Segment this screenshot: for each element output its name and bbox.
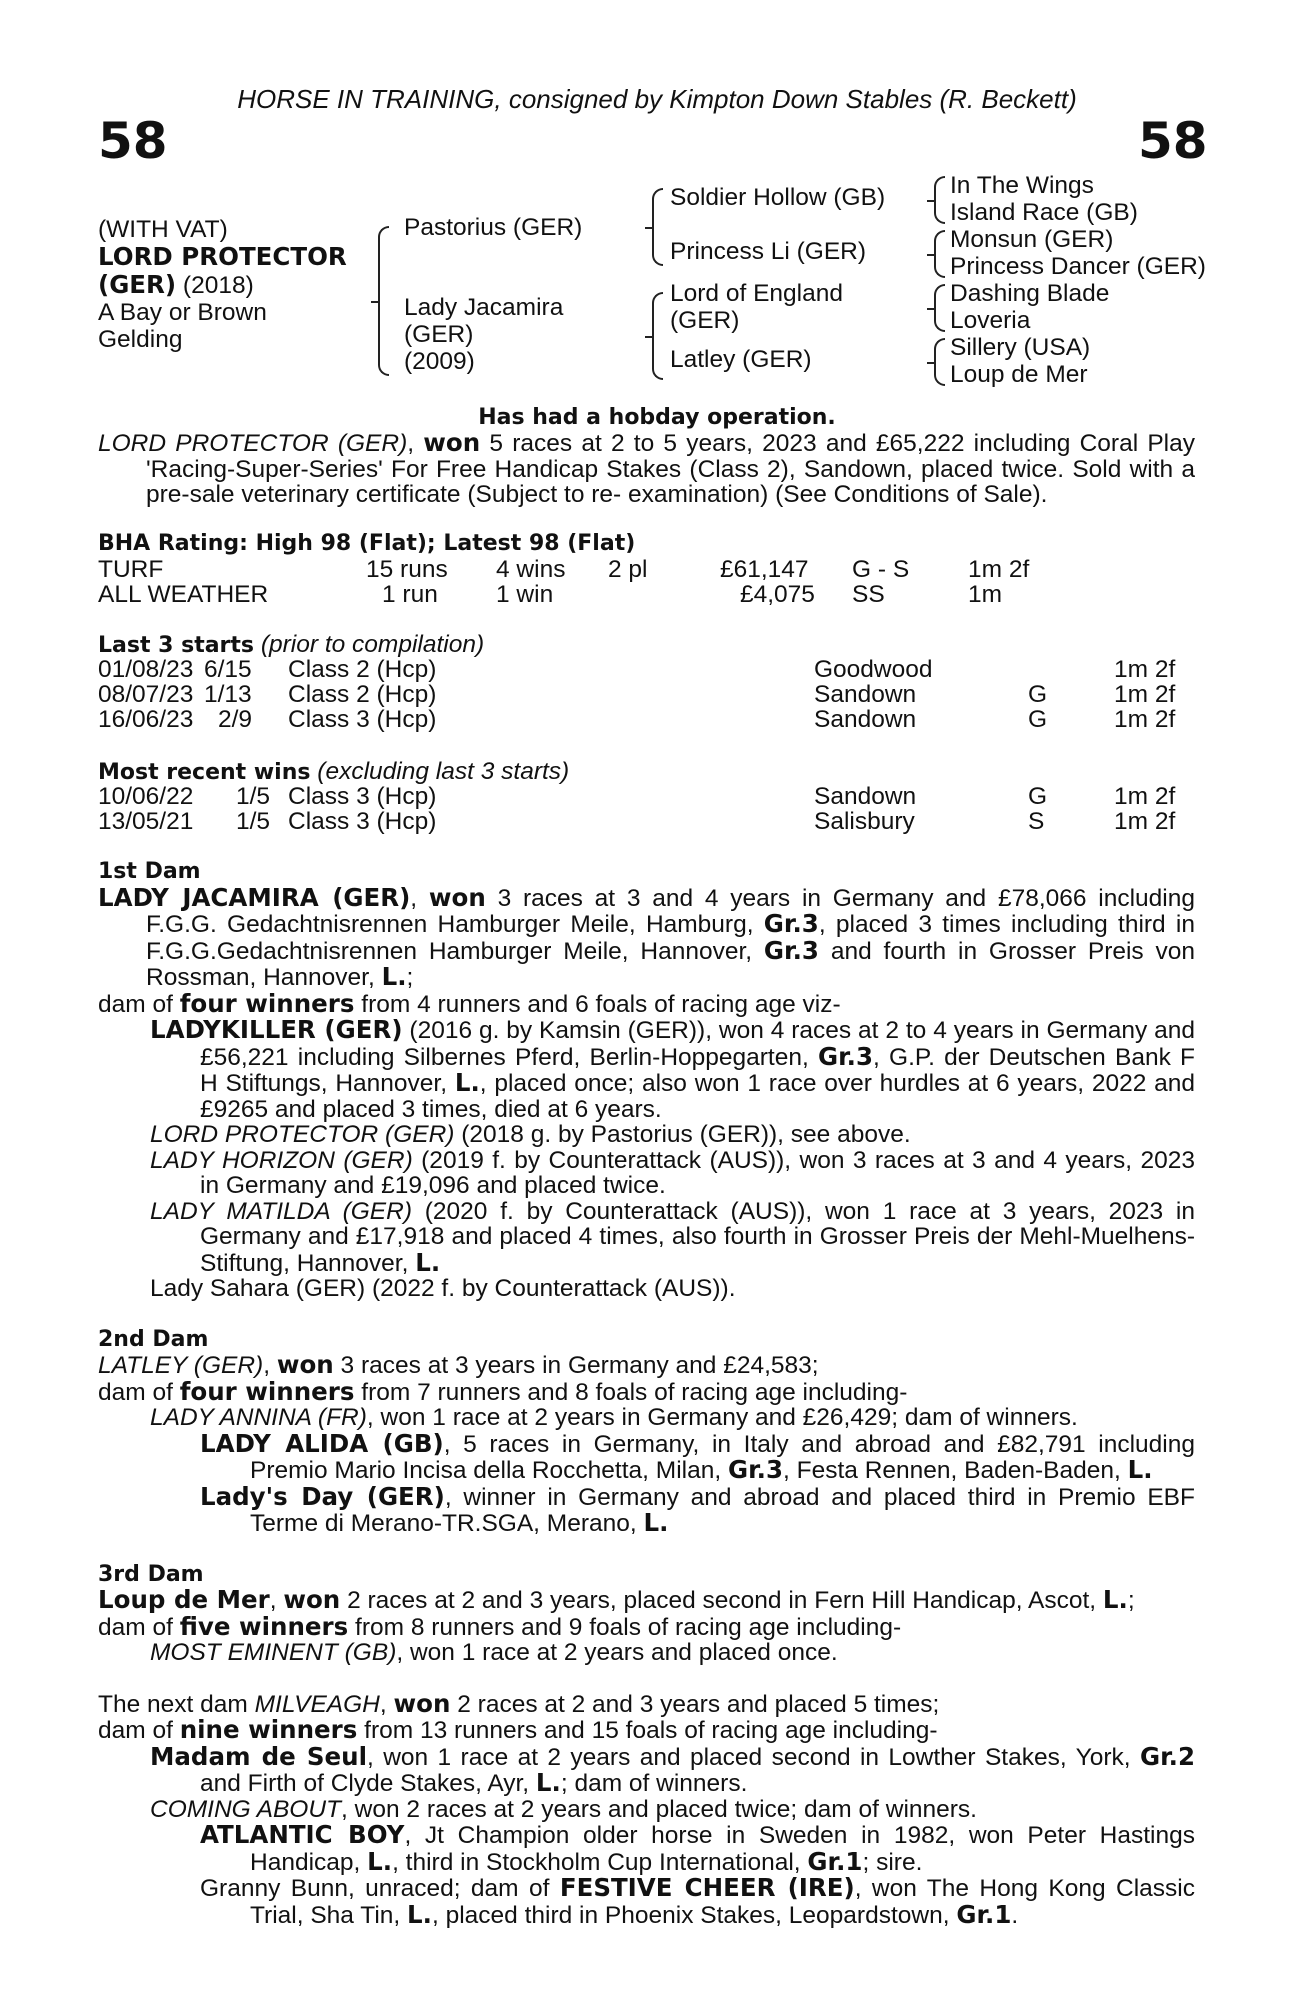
hobday-note: Has had a hobday operation.: [478, 405, 836, 430]
pedigree-sire: Pastorius (GER): [404, 214, 583, 241]
pedigree-brace-sireline: [652, 188, 663, 266]
pedigree-horse: [98, 216, 347, 353]
pedigree-dam-dam: Latley (GER): [670, 346, 812, 373]
produce-ladykiller: LADYKILLER (GER) (2016 g. by Kamsin (GER)), won 4 races at 2 to 4 years in Germany and £56,221 including Silbernes Pferd, Berlin-Hoppegarten, Gr.3, G.P. der Deutschen Bank F H Stiftungs, Hannover, L., placed once; also won 1 race over hurdles at 6 years, 2022 and £9265 and placed 3 times, died at 6 years.: [150, 1015, 1195, 1123]
produce-ladys-day: Lady's Day (GER), winner in Germany and abroad and placed third in Premio EBF Terme di Merano-TR.SGA, Merano, L.: [200, 1481, 1195, 1537]
horse-name: LORD PROTECTOR: [98, 242, 347, 271]
produce-lady-annina: LADY ANNINA (FR), won 1 race at 2 years in Germany and £26,429; dam of winners.: [150, 1404, 1078, 1431]
third-dam-entry: Loup de Mer, won 2 races at 2 and 3 years, placed second in Fern Hill Handicap, Ascot, L.;: [98, 1585, 1135, 1614]
horse-sex: Gelding: [98, 326, 183, 353]
pedigree-brace-parents: [378, 226, 389, 376]
produce-coming-about: COMING ABOUT, won 2 races at 2 years and placed twice; dam of winners.: [150, 1795, 977, 1823]
intro-paragraph: LORD PROTECTOR (GER), won 5 races at 2 to 5 years, 2023 and £65,222 including Coral Play 'Racing-Super-Series' For Free Handicap Stakes (Class 2), Sandown, placed twice. Sold with a pre-sale veterinary certificate (Subject to re- examination) (See Conditions of Sale).: [98, 428, 1195, 508]
produce-lady-sahara: Lady Sahara (GER) (2022 f. by Counterattack (AUS)).: [150, 1275, 736, 1302]
pedigree-ggp-1: In The Wings Island Race (GB): [950, 172, 1138, 226]
produce-granny-bunn: Granny Bunn, unraced; dam of FESTIVE CHEER (IRE), won The Hong Kong Classic Trial, Sha Tin, L., placed third in Phoenix Stakes, Leopardstown, Gr.1.: [200, 1873, 1195, 1929]
pedigree-brace-2: [934, 230, 945, 278]
first-dam-produce: dam of four winners from 4 runners and 6 foals of racing age viz-: [98, 988, 841, 1018]
pedigree-sire-dam: Princess Li (GER): [670, 238, 867, 265]
second-dam-heading: 2nd Dam: [98, 1326, 209, 1352]
pedigree-brace-4: [934, 338, 945, 386]
horse-country: (GER): [98, 270, 177, 299]
pedigree-brace-damline: [652, 292, 663, 380]
next-dam-entry: The next dam MILVEAGH, won 2 races at 2 and 3 years and placed 5 times;: [98, 1688, 940, 1718]
horse-colour: A Bay or Brown: [98, 299, 267, 326]
vat-note: (WITH VAT): [98, 216, 228, 243]
next-dam-produce: dam of nine winners from 13 runners and 15 foals of racing age including-: [98, 1715, 938, 1744]
produce-madam-de-seul: Madam de Seul, won 1 race at 2 years and placed second in Lowther Stakes, York, Gr.2 and Firth of Clyde Stakes, Ayr, L.; dam of winners.: [150, 1741, 1196, 1797]
first-dam-heading: 1st Dam: [98, 859, 201, 884]
produce-lady-matilda: LADY MATILDA (GER) (2020 f. by Counterattack (AUS)), won 1 race at 3 years, 2023 in Germany and £17,918 and placed 4 times, also fourth in Grosser Preis der Mehl-Muelhens-Stiftung, Hannover, L.: [150, 1197, 1195, 1277]
pedigree-brace-1: [934, 176, 945, 224]
third-dam-produce: dam of five winners from 8 runners and 9 foals of racing age including-: [98, 1611, 902, 1641]
produce-lady-horizon: LADY HORIZON (GER) (2019 f. by Counterattack (AUS)), won 3 races at 3 and 4 years, 2023 in Germany and £19,096 and placed twice.: [150, 1146, 1195, 1199]
pedigree-brace-3: [934, 284, 945, 332]
horse-year: (2018): [182, 272, 254, 299]
third-dam-heading: 3rd Dam: [98, 1561, 204, 1587]
second-dam-produce: dam of four winners from 7 runners and 8 foals of racing age including-: [98, 1376, 908, 1406]
produce-atlantic-boy: ATLANTIC BOY, Jt Champion older horse in Sweden in 1982, won Peter Hastings Handicap, L., third in Stockholm Cup International, Gr.1; sire.: [200, 1820, 1195, 1876]
produce-lord-protector: LORD PROTECTOR (GER) (2018 g. by Pastorius (GER)), see above.: [150, 1121, 911, 1148]
pedigree-ggp-3: Dashing Blade Loveria: [950, 280, 1110, 334]
bha-rating-heading: BHA Rating: High 98 (Flat); Latest 98 (Flat): [98, 531, 636, 556]
pedigree-dam-sire: Lord of England (GER): [670, 280, 843, 334]
dam-section: [98, 859, 1195, 1928]
pedigree-sire-sire: Soldier Hollow (GB): [670, 184, 886, 211]
recent-wins-heading: Most recent wins (excluding last 3 starts): [98, 758, 570, 785]
catalogue-page: HORSE IN TRAINING, consigned by Kimpton Down Stables (R. Beckett) 58 58 (WITH VAT) LORD PROTECTOR (GER) (2018) A Bay or Brown Gelding Pastorius (GER) Lady Jacamira (GER) (2009) Soldier Hollow (GB) Princess Li (GER) Lord of England (GER) Latley (GER) In The Wings Island Race (GB) Monsun (GER) Princess Dancer (GER) Dashing Blade Loveria Sillery (USA) Loup de Mer Has had a hobday operation. LORD PROTECTOR (GER), won 5 races at 2 to 5 years, 2023 and £65,222 including Coral Play 'Racing-Super-Series' For Free Handicap Stakes (Class 2), Sandown, placed twice. Sold with a pre-sale veterinary certificate (Subject to re- examination) (See Conditions of Sale). BHA Rating: High 98 (Flat); Latest 98 (Flat) TURF 15 runs 4 wins 2 pl £61,147 G - S 1m 2f ALL WEATHER 1 run 1 win £4,075 SS 1m Last 3 starts (prior to compilation) 01/08/23 6/15 Class 2 (Hcp) Goodwood 1m 2f 08/07/23 1/13 Class 2 (Hcp) Sandown G 1m 2f 16/06/23 2/9 Class 3 (Hcp) Sandown G 1m 2f Most recent wins (excluding last 3 starts) 10/06/22 1/5 Class 3 (Hcp) Sandown G 1m 2f 13/05/21 1/5 Class 3 (Hcp) Salisbury S 1m 2f 1st Dam LADY JACAMIRA (GER), won 3 races at 3 and 4 years in Germany and £78,066 including F.G.G. Gedachtnisrennen Hamburger Meile, Hamburg, Gr.3, placed 3 times including third in F.G.G.Gedachtnisrennen Hamburger Meile, Hannover, Gr.3 and fourth in Grosser Preis von Rossman, Hannover, L.; dam of four winners from 4 runners and 6 foals of racing age viz- LADYKILLER (GER) (2016 g. by Kamsin (GER)), won 4 races at 2 to 4 years in Germany and £56,221 including Silbernes Pferd, Berlin-Hoppegarten, Gr.3, G.P. der Deutschen Bank F H Stiftungs, Hannover, L., placed once; also won 1 race over hurdles at 6 years, 2022 and £9265 and placed 3 times, died at 6 years. LORD PROTECTOR (GER) (2018 g. by Pastorius (GER)), see above. LADY HORIZON (GER) (2019 f. by Counterattack (AUS)), won 3 races at 3 and 4 years, 2023 in Germany and £19,096 and placed twice. LADY MATILDA (GER) (2020 f. by Counterattack (AUS)), won 1 race at 3 years, 2023 in Germany and £17,918 and placed 4 times, also fourth in Grosser Preis der Mehl-Muelhens-Stiftung, Hannover, L. Lady Sahara (GER) (2022 f. by Counterattack (AUS)). 2nd Dam LATLEY (GER), won 3 races at 3 years in Germany and £24,583; dam of four winners from 7 runners and 8 foals of racing age including- LADY ANNINA (FR), won 1 race at 2 years in Germany and £26,429; dam of winners. LADY ALIDA (GB), 5 races in Germany, in Italy and abroad and £82,791 including Premio Mario Incisa della Rocchetta, Milan, Gr.3, Festa Rennen, Baden-Baden, L. Lady's Day (GER), winner in Germany and abroad and placed third in Premio EBF Terme di Merano-TR.SGA, Merano, L. 3rd Dam Loup de Mer, won 2 races at 2 and 3 years, placed second in Fern Hill Handicap, Ascot, L.; dam of five winners from 8 runners and 9 foals of racing age including- MOST EMINENT (GB), won 1 race at 2 years and placed once. The next dam MILVEAGH, won 2 races at 2 and 3 years and placed 5 times; dam of nine winners from 13 runners and 15 foals of racing age including- Madam de Seul, won 1 race at 2 years and placed second in Lowther Stakes, York, Gr.2 and Firth of Clyde Stakes, Ayr, L.; dam of winners. COMING ABOUT, won 2 races at 2 years and placed twice; dam of winners. ATLANTIC BOY, Jt Champion older horse in Sweden in 1982, won Peter Hastings Handicap, L., third in Stockholm Cup International, Gr.1; sire. Granny Bunn, unraced; dam of FESTIVE CHEER (IRE), won The Hong Kong Classic Trial, Sha Tin, L., placed third in Phoenix Stakes, Leopardstown, Gr.1.: [0, 0, 1314, 2000]
pedigree-ggp-4: Sillery (USA) Loup de Mer: [950, 334, 1091, 388]
first-dam-entry: LADY JACAMIRA (GER), won 3 races at 3 and 4 years in Germany and £78,066 including F.G.G. Gedachtnisrennen Hamburger Meile, Hamburg, Gr.3, placed 3 times including third in F.G.G.Gedachtnisrennen Hamburger Meile, Hannover, Gr.3 and fourth in Grosser Preis von Rossman, Hannover, L.;: [98, 882, 1195, 991]
lot-number-left: 58: [98, 112, 168, 170]
lot-number-right: 58: [1138, 112, 1208, 170]
second-dam-entry: LATLEY (GER), won 3 races at 3 years in Germany and £24,583;: [98, 1350, 819, 1379]
pedigree-ggp-2: Monsun (GER) Princess Dancer (GER): [950, 226, 1206, 280]
produce-lady-alida: LADY ALIDA (GB), 5 races in Germany, in Italy and abroad and £82,791 including Premio Mario Incisa della Rocchetta, Milan, Gr.3, Festa Rennen, Baden-Baden, L.: [200, 1428, 1195, 1484]
produce-most-eminent: MOST EMINENT (GB), won 1 race at 2 years and placed once.: [150, 1639, 838, 1666]
pedigree-dam: Lady Jacamira (GER) (2009): [404, 294, 564, 375]
consignor-header: HORSE IN TRAINING, consigned by Kimpton Down Stables (R. Beckett): [237, 84, 1077, 114]
last3-heading: Last 3 starts (prior to compilation): [98, 631, 485, 658]
